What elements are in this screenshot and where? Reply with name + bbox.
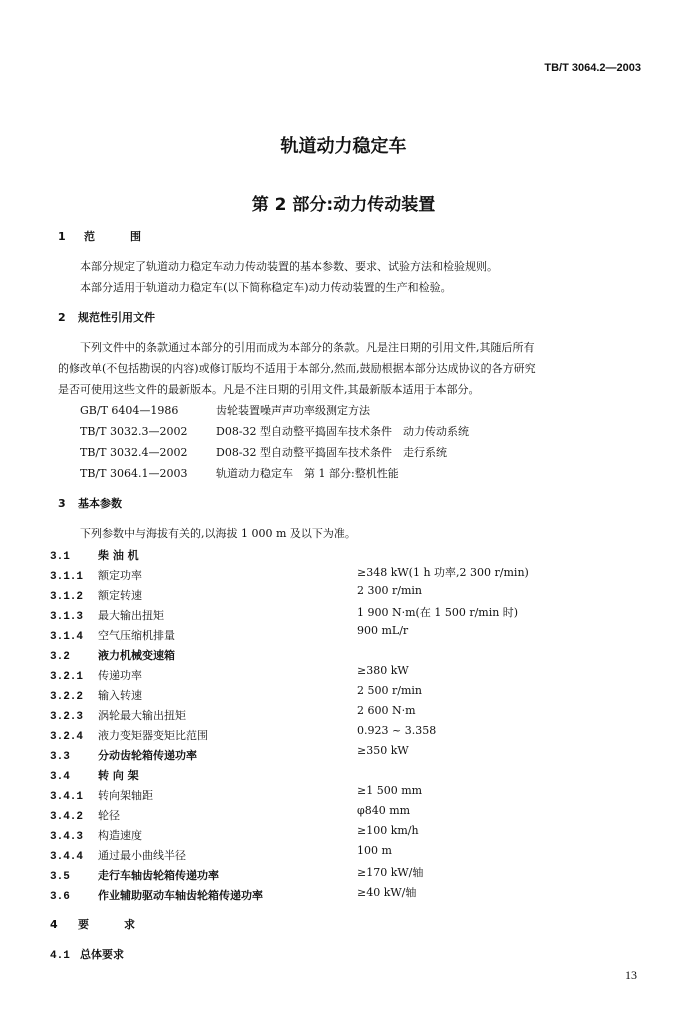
param-row-3-4-1: 3.4.1 转向架轴距 [50, 789, 153, 803]
param-row-3-1: 3.1 柴 油 机 [50, 549, 139, 563]
param-value-3-1-3: 1 900 N·m(在 1 500 r/min 时) [357, 606, 519, 619]
param-row-3-2-2: 3.2.2 输入转速 [50, 689, 142, 703]
section-4-1-heading: 4.1 总体要求 [50, 948, 124, 962]
param-value-3-2-3: 2 600 N·m [357, 704, 416, 717]
section-4-heading: 4 要 求 [50, 918, 147, 931]
param-value-3-5: ≥170 kW/轴 [357, 866, 424, 879]
document-title: 轨道动力稳定车 [280, 136, 407, 157]
param-row-3-4-2: 3.4.2 轮径 [50, 809, 120, 823]
param-value-3-3: ≥350 kW [357, 744, 409, 757]
param-value-3-1-4: 900 mL/r [357, 624, 409, 637]
param-row-3-5: 3.5 走行车轴齿轮箱传递功率 [50, 869, 219, 883]
section-1-paragraph-1: 本部分规定了轨道动力稳定车动力传动装置的基本参数、要求、试验方法和检验规则。 [80, 260, 498, 273]
section-2-paragraph-line-3: 是否可使用这些文件的最新版本。凡是不注日期的引用文件,其最新版本适用于本部分。 [58, 383, 480, 396]
param-row-3-1-4: 3.1.4 空气压缩机排量 [50, 629, 175, 643]
param-value-3-2-2: 2 500 r/min [357, 684, 422, 697]
param-row-3-2-3: 3.2.3 涡轮最大输出扭矩 [50, 709, 186, 723]
param-row-3-1-2: 3.1.2 额定转速 [50, 589, 142, 603]
param-value-3-6: ≥40 kW/轴 [357, 886, 417, 899]
param-value-3-4-1: ≥1 500 mm [357, 784, 423, 797]
param-row-3-2: 3.2 液力机械变速箱 [50, 649, 175, 663]
reference-item: TB/T 3032.4—2002 D08-32 型自动整平捣固车技术条件 走行系统 [80, 446, 448, 459]
param-value-3-2-4: 0.923 ~ 3.358 [357, 724, 437, 737]
param-row-3-1-3: 3.1.3 最大输出扭矩 [50, 609, 164, 623]
param-value-3-2-1: ≥380 kW [357, 664, 409, 677]
section-1-heading: 1 范 围 [58, 230, 153, 243]
param-row-3-3: 3.3 分动齿轮箱传递功率 [50, 749, 197, 763]
param-row-3-6: 3.6 作业辅助驱动车轴齿轮箱传递功率 [50, 889, 263, 903]
param-value-3-4-4: 100 m [357, 844, 392, 857]
param-value-3-4-2: φ840 mm [357, 804, 411, 817]
section-2-heading: 2 规范性引用文件 [58, 311, 155, 324]
param-value-3-1-2: 2 300 r/min [357, 584, 422, 597]
section-1-paragraph-2: 本部分适用于轨道动力稳定车(以下简称稳定车)动力传动装置的生产和检验。 [80, 281, 452, 294]
param-row-3-4-3: 3.4.3 构造速度 [50, 829, 142, 843]
section-2-paragraph-line-1: 下列文件中的条款通过本部分的引用而成为本部分的条款。凡是注日期的引用文件,其随后所有 [80, 341, 535, 354]
section-2-paragraph-line-2: 的修改单(不包括勘误的内容)或修订版均不适用于本部分,然而,鼓励根据本部分达成协议的各方研究 [58, 362, 536, 375]
section-3-intro: 下列参数中与海拔有关的,以海拔 1 000 m 及以下为准。 [80, 527, 356, 540]
param-row-3-4: 3.4 转 向 架 [50, 769, 139, 783]
param-row-3-4-4: 3.4.4 通过最小曲线半径 [50, 849, 186, 863]
page-number: 13 [625, 968, 637, 982]
param-row-3-2-1: 3.2.1 传递功率 [50, 669, 142, 683]
standard-number: TB/T 3064.2—2003 [544, 62, 641, 74]
part-title: 第 2 部分:动力传动装置 [251, 195, 436, 215]
param-value-3-1-1: ≥348 kW(1 h 功率,2 300 r/min) [357, 566, 529, 579]
param-row-3-1-1: 3.1.1 额定功率 [50, 569, 142, 583]
section-3-heading: 3 基本参数 [58, 497, 122, 510]
param-row-3-2-4: 3.2.4 液力变矩器变矩比范围 [50, 729, 208, 743]
reference-item: TB/T 3032.3—2002 D08-32 型自动整平捣固车技术条件 动力传动系统 [80, 425, 470, 438]
reference-item: GB/T 6404—1986 齿轮装置噪声声功率级测定方法 [80, 404, 370, 417]
param-value-3-4-3: ≥100 km/h [357, 824, 419, 837]
reference-item: TB/T 3064.1—2003 轨道动力稳定车 第 1 部分:整机性能 [80, 467, 399, 480]
